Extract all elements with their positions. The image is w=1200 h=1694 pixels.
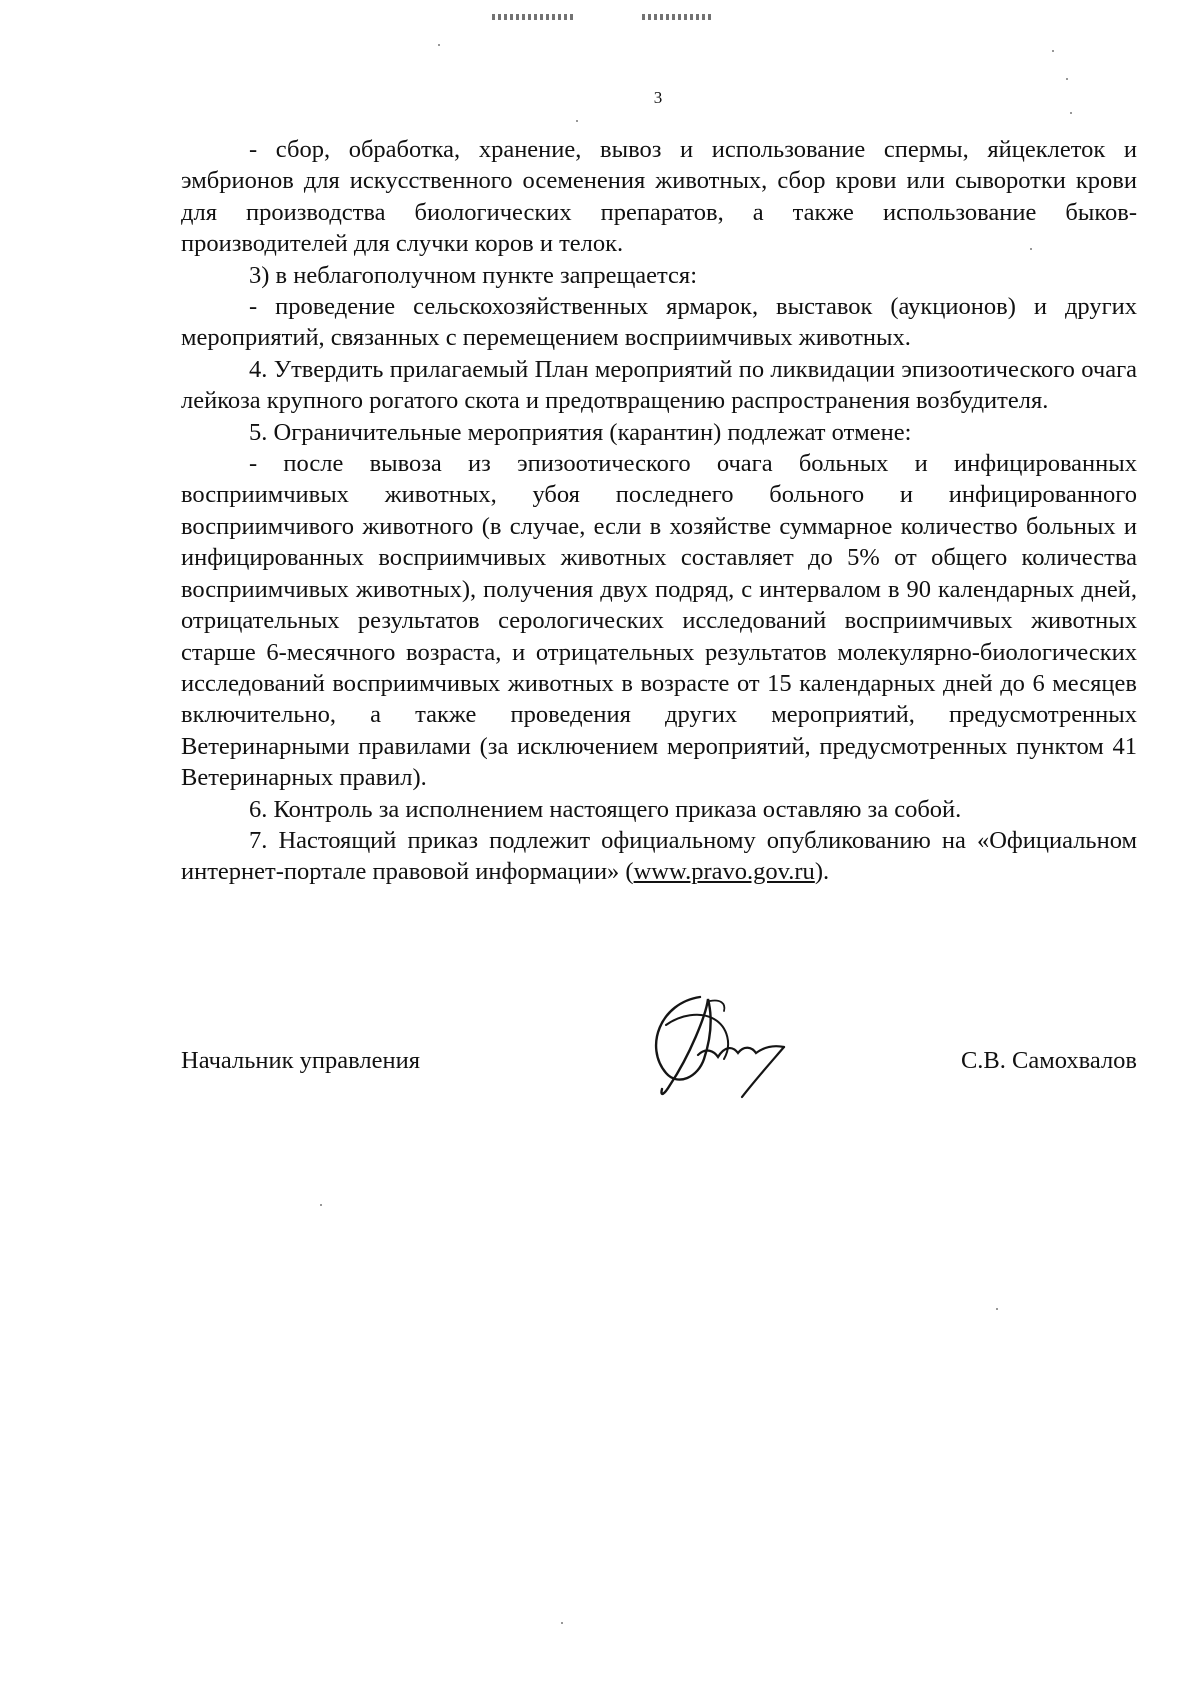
pravo-gov-link[interactable]: www.pravo.gov.ru: [633, 858, 815, 886]
signer-name: С.В. Самохвалов: [960, 1047, 1137, 1074]
paragraph-semen-collection: - сбор, обработка, хранение, вывоз и использование спермы, яйцеклеток и эмбрионов для искусственного осеменения животных, сбор крови или сыворотки крови для производства биологических препаратов, а также использование быков-производителей для случки коров и телок.: [181, 136, 1137, 258]
paragraph-fairs-ban: - проведение сельскохозяйственных ярмарок, выставок (аукционов) и других мероприятий, связанных с перемещением восприимчивых животных.: [181, 293, 1137, 352]
paragraph-item-4: 4. Утвердить прилагаемый План мероприятий по ликвидации эпизоотического очага лейкоза крупного рогатого скота и предотвращению распространения возбудителя.: [181, 355, 1137, 415]
signer-position: Начальник управления: [181, 1047, 420, 1074]
paragraph-item-7-text: 7. Настоящий приказ подлежит официальному опубликованию на «Официальном интернет-портале правовой информации» (: [181, 826, 1137, 886]
page-number: 3: [653, 88, 663, 107]
paragraph-item-7-tail: ).: [814, 858, 830, 886]
document-body: [181, 134, 1137, 888]
paragraph-prohibited-heading: 3) в неблагополучном пункте запрещается:: [249, 261, 698, 289]
scan-speck: [576, 120, 578, 122]
scan-speck: [438, 44, 440, 46]
paragraph-item-5: 5. Ограничительные мероприятия (карантин) подлежат отмене:: [249, 418, 912, 446]
scan-speck: [1066, 78, 1068, 80]
scan-speck: [996, 1308, 998, 1310]
paragraph-quarantine-lift-conditions: - после вывоза из эпизоотического очага больных и инфицированных восприимчивых животных, убоя последнего больного и инфицированного восприимчивого животного (в случае, если в хозяйстве суммарное количество больных и инфицированных восприимчивых животных составляет до 5% от общего количества восприимчивых животных), получения двух подряд, с интервалом в 90 календарных дней, отрицательных результатов серологических исследований восприимчивых животных старше 6-месячного возраста, и отрицательных результатов молекулярно-биологических исследований восприимчивых животных в возрасте от 15 календарных дней до 6 месяцев включительно, а также проведения других мероприятий, предусмотренных Ветеринарными правилами (за исключением мероприятий, предусмотренных пунктом 41 Ветеринарных правил).: [181, 450, 1137, 792]
scan-speck: [320, 1204, 322, 1206]
scan-speck: [561, 1622, 563, 1624]
scan-artifact-mark: [642, 14, 712, 20]
scan-artifact-mark: [492, 14, 574, 20]
paragraph-item-7: [181, 825, 1137, 888]
handwritten-signature: [640, 985, 820, 1105]
scan-speck: [1052, 50, 1054, 52]
scan-speck: [1070, 112, 1072, 114]
paragraph-item-6: 6. Контроль за исполнением настоящего приказа оставляю за собой.: [249, 795, 962, 823]
